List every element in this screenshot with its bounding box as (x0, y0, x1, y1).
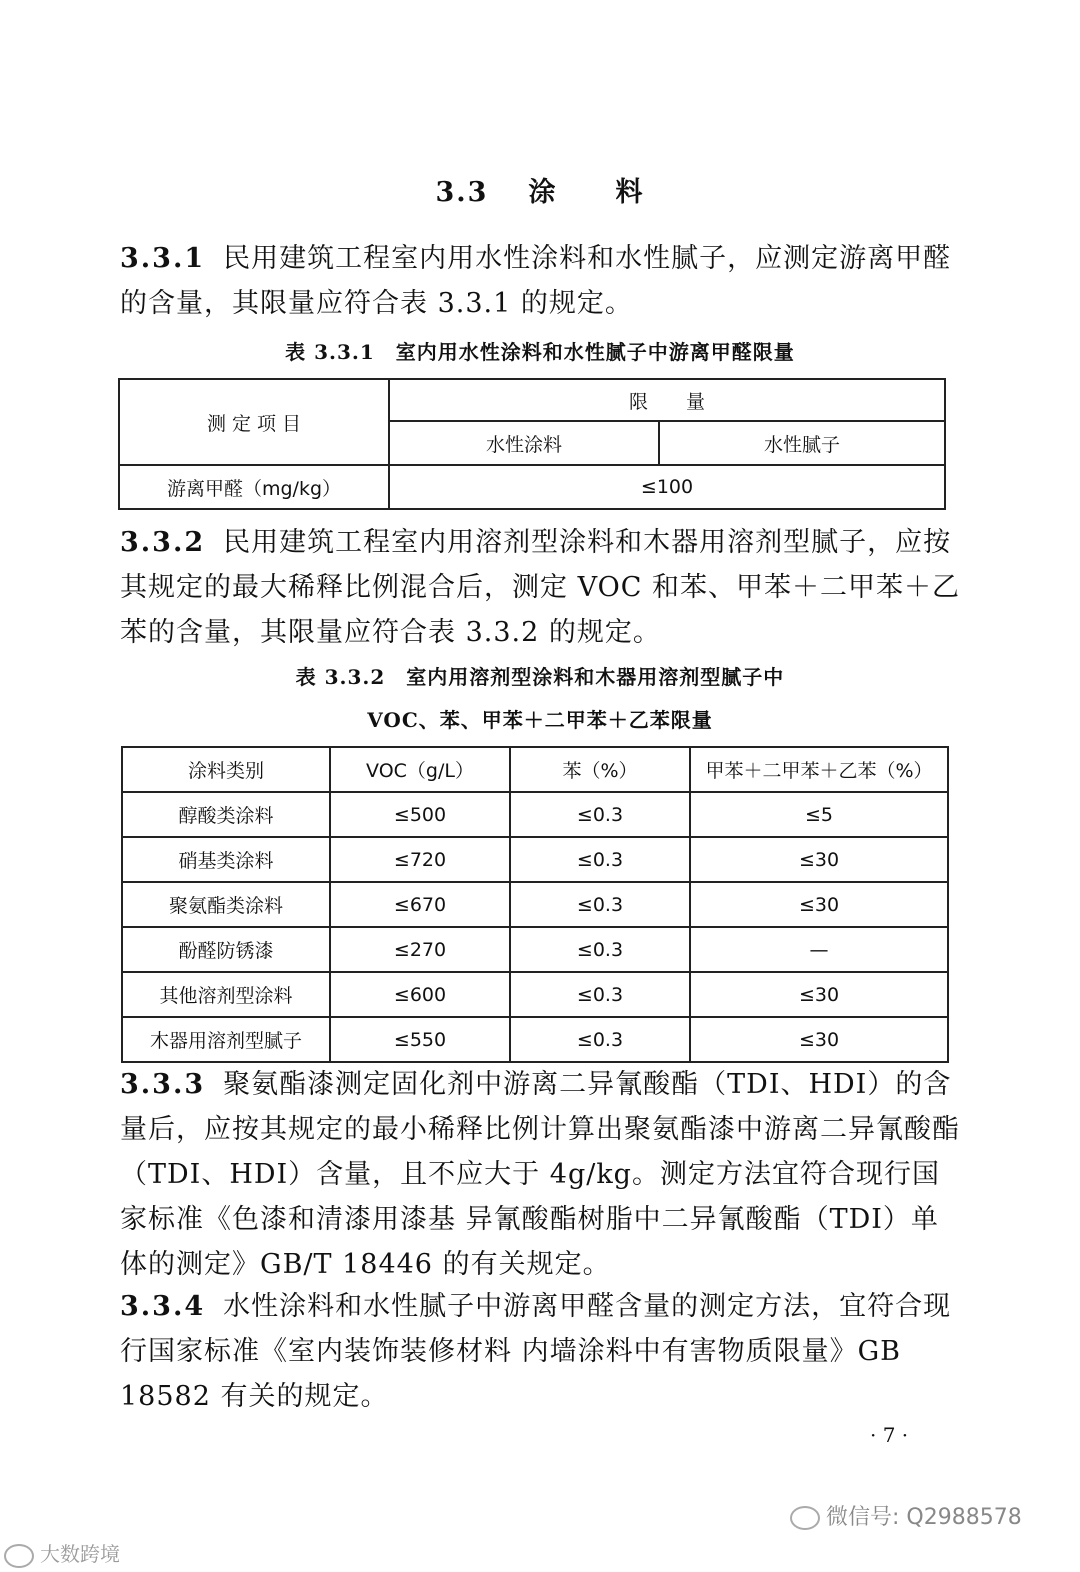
table-cell: — (690, 927, 948, 972)
table-header-row (122, 747, 948, 792)
table2-caption-line2: VOC、苯、甲苯＋二甲苯＋乙苯限量 (367, 708, 713, 732)
table-cell: ≤0.3 (510, 792, 690, 837)
table1-caption: 表 3.3.1 室内用水性涂料和水性腻子中游离甲醛限量 (285, 340, 795, 364)
table-cell: 醇酸类涂料 (122, 792, 330, 837)
table-cell: ≤500 (330, 792, 510, 837)
section-heading: 涂 料 (528, 177, 645, 208)
clause-text: 聚氨酯漆测定固化剂中游离二异氰酸酯（TDI、HDI）的含量后，应按其规定的最小稀释比例计算出聚氨酯漆中游离二异氰酸酯（TDI、HDI）含量，且不应大于 4g/kg。测定方法宜符合现行国家标准《色漆和清漆用漆基 异氰酸酯树脂中二异氰酸酯（TDI）单体的测定》GB/T 18446 的有关规定。 (120, 1069, 960, 1280)
clause-text: 民用建筑工程室内用溶剂型涂料和木器用溶剂型腻子，应按其规定的最大稀释比例混合后，测定 VOC 和苯、甲苯＋二甲苯＋乙苯的含量，其限量应符合表 3.3.2 的规定。 (120, 527, 960, 648)
table-cell: 木器用溶剂型腻子 (122, 1017, 330, 1062)
table-cell: 其他溶剂型涂料 (122, 972, 330, 1017)
table-cell: ≤670 (330, 882, 510, 927)
table-cell: ≤30 (690, 837, 948, 882)
table2-header-benzene: 苯（%） (510, 747, 690, 792)
table-row (122, 882, 948, 927)
table2-header-voc: VOC（g/L） (330, 747, 510, 792)
table-row (122, 927, 948, 972)
clause-number: 3.3.3 (120, 1069, 206, 1100)
table-cell: ≤30 (690, 972, 948, 1017)
table-cell: ≤5 (690, 792, 948, 837)
table1-header-item: 测 定 项 目 (119, 379, 389, 465)
section-title (0, 170, 1080, 209)
page-number: · 7 · (870, 1423, 909, 1447)
clause-text: 民用建筑工程室内用水性涂料和水性腻子，应测定游离甲醛的含量，其限量应符合表 3.3.1 的规定。 (120, 243, 952, 319)
clause-3-3-1 (120, 236, 960, 326)
clause-text: 水性涂料和水性腻子中游离甲醛含量的测定方法，宜符合现行国家标准《室内装饰装修材料 内墙涂料中有害物质限量》GB 18582 有关的规定。 (120, 1291, 952, 1412)
brand-watermark-text: 大数跨境 (40, 1542, 120, 1566)
table-cell: ≤0.3 (510, 927, 690, 972)
table-row (122, 792, 948, 837)
table1-row-value: ≤100 (389, 465, 945, 509)
clause-number: 3.3.1 (120, 243, 206, 274)
table-cell: 硝基类涂料 (122, 837, 330, 882)
wechat-icon (790, 1506, 820, 1530)
wechat-watermark (790, 1500, 1022, 1531)
clause-number: 3.3.2 (120, 527, 206, 558)
table-cell: ≤0.3 (510, 882, 690, 927)
brand-watermark (4, 1538, 120, 1568)
table1-subheader-coating: 水性涂料 (389, 421, 659, 465)
table-cell: 聚氨酯类涂料 (122, 882, 330, 927)
table-cell: ≤720 (330, 837, 510, 882)
table1-header-limit: 限 量 (389, 379, 945, 421)
table-cell: ≤30 (690, 1017, 948, 1062)
clause-3-3-2 (120, 520, 960, 655)
table-row (122, 1017, 948, 1062)
table2-caption-line1: 表 3.3.2 室内用溶剂型涂料和木器用溶剂型腻子中 (295, 665, 785, 689)
table1-row-label: 游离甲醛（mg/kg） (119, 465, 389, 509)
table-cell: ≤0.3 (510, 837, 690, 882)
section-number: 3.3 (435, 177, 489, 208)
table-cell: ≤0.3 (510, 972, 690, 1017)
clause-3-3-3 (120, 1062, 960, 1287)
clause-3-3-4 (120, 1284, 960, 1419)
table2-header-toluene: 甲苯＋二甲苯＋乙苯（%） (690, 747, 948, 792)
wechat-watermark-text: 微信号: Q2988578 (826, 1505, 1022, 1530)
formaldehyde-limit-table (118, 378, 946, 510)
brand-logo-icon (4, 1544, 34, 1568)
table2-header-category: 涂料类别 (122, 747, 330, 792)
table-cell: ≤550 (330, 1017, 510, 1062)
table-row (122, 972, 948, 1017)
table-cell: ≤270 (330, 927, 510, 972)
clause-number: 3.3.4 (120, 1291, 206, 1322)
table-cell: ≤30 (690, 882, 948, 927)
table-cell: 酚醛防锈漆 (122, 927, 330, 972)
table-cell: ≤0.3 (510, 1017, 690, 1062)
table-cell: ≤600 (330, 972, 510, 1017)
table-row (122, 837, 948, 882)
solvent-coating-limit-table (121, 746, 949, 1063)
table1-subheader-putty: 水性腻子 (659, 421, 945, 465)
